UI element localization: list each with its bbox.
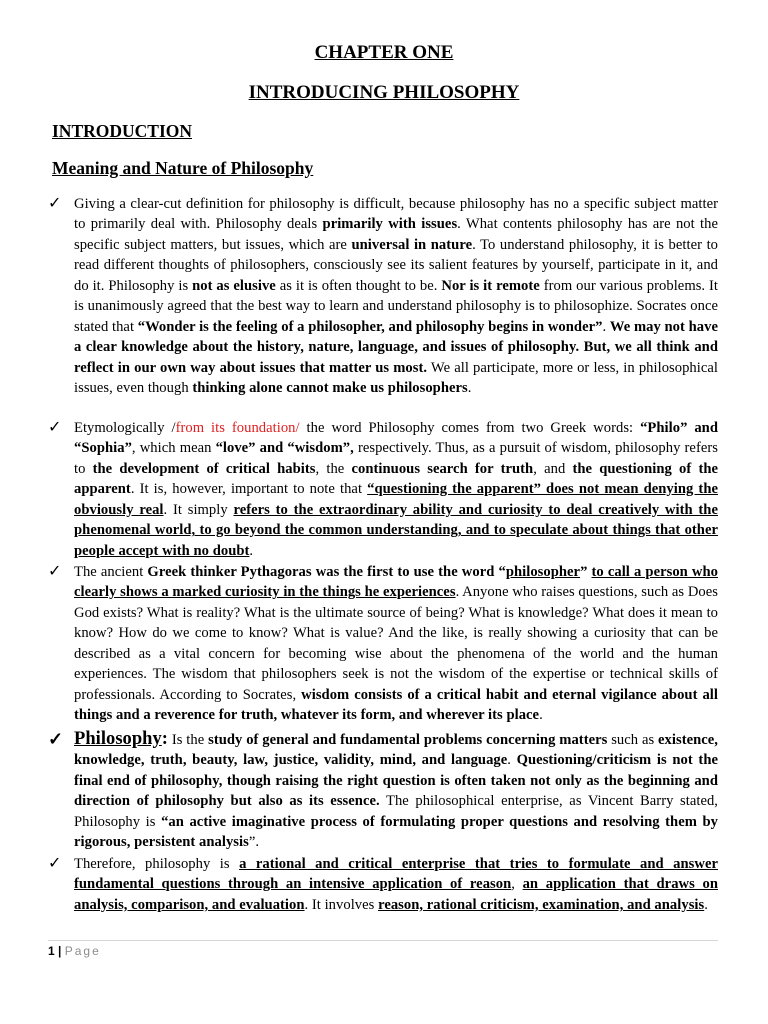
chapter-title: INTRODUCING PHILOSOPHY [248, 82, 520, 103]
check-mark-icon: ✓ [48, 563, 62, 580]
page-footer [48, 944, 101, 958]
paragraph-text: Etymologically /from its foundation/ the word Philosophy comes from two Greek words: “Philo” and “Sophia”, which mean “love” and “wisdom”, respectively. Thus, as a pursuit of wisdom, philosophy refers to the development of critical habits, the continuous search for truth, and the questioning of the apparent. It is, however, important to note that “questioning the apparent” does not mean denying the obviously real. It simply refers to the extraordinary ability and curiosity to deal creatively with the phenomenal world, to go beyond the common understanding, and to speculate about things that other people accept with no doubt. [74, 420, 719, 559]
paragraph-text: Giving a clear-cut definition for philosophy is difficult, because philosophy has no a specific subject matter to primarily deal with. Philosophy deals primarily with issues. What contents philosophy has are not the specific subject matters, but issues, which are universal in nature. To understand philosophy, it is better to read different thoughts of philosophers, consciously see its salient features by yourself, participate in it, and do it. Philosophy is not as elusive as it is often thought to be. Nor is it remote from our various problems. It is unanimously agreed that the best way to learn and understand philosophy is to philosophize. Socrates once stated that “Wonder is the feeling of a philosopher, and philosophy begins in wonder”. We may not have a clear knowledge about the history, nature, language, and issues of philosophy. But, we all think and reflect in our own way about issues that matter us most. We all participate, more or less, in philosophical issues, even though thinking alone cannot make us philosophers. [74, 196, 719, 397]
footer-separator: | [58, 944, 62, 958]
page-label: Page [64, 944, 101, 958]
check-mark-icon: ✓ [48, 195, 62, 212]
check-mark-icon: ✓ [48, 419, 62, 436]
section-heading: INTRODUCTION [52, 121, 193, 141]
bullet-paragraph-3 [48, 562, 718, 726]
bullet-paragraph-4 [48, 729, 718, 853]
page-number: 1 [48, 944, 55, 958]
footer-divider [48, 940, 718, 941]
paragraph-text: Therefore, philosophy is a rational and critical enterprise that tries to formulate and answer fundamental questions through an intensive application of reason, an application that draws on analysis, comparison, and evaluation. It involves reason, rational criticism, examination, and analysis. [74, 856, 718, 913]
check-mark-icon: ✓ [48, 729, 64, 749]
bullet-paragraph-5 [48, 854, 718, 915]
paragraph-text: Philosophy: Is the study of general and fundamental problems concerning matters such as existence, knowledge, truth, beauty, law, justice, validity, mind, and language. Questioning/criticism is not the final end of philosophy, though raising the right question is often taken not only as the beginning and direction of philosophy but also as its essence. The philosophical enterprise, as Vincent Barry stated, Philosophy is “an active imaginative process of formulating proper questions and resolving them by rigorous, persistent analysis”. [74, 729, 719, 851]
subsection-heading: Meaning and Nature of Philosophy [52, 158, 314, 178]
bullet-paragraph-2 [48, 418, 718, 561]
check-mark-icon: ✓ [48, 855, 62, 872]
bullet-paragraph-1 [48, 194, 718, 399]
chapter-heading: CHAPTER ONE [314, 42, 454, 63]
paragraph-text: The ancient Greek thinker Pythagoras was the first to use the word “philosopher” to call a person who clearly shows a marked curiosity in the things he experiences. Anyone who raises questions, such as Does God exists? What is reality? What is the ultimate source of being? What is knowledge? What does it mean to know? How do we come to know? What is value? And the like, is really showing a curiosity that can be described as a vital concern for becoming wise about the phenomena of the world and the human experiences. The wisdom that philosophers seek is not the wisdom of the expertise or technical skills of professionals. According to Socrates, wisdom consists of a critical habit and eternal vigilance about all things and a reverence for truth, whatever its form, and wherever its place. [74, 564, 718, 724]
